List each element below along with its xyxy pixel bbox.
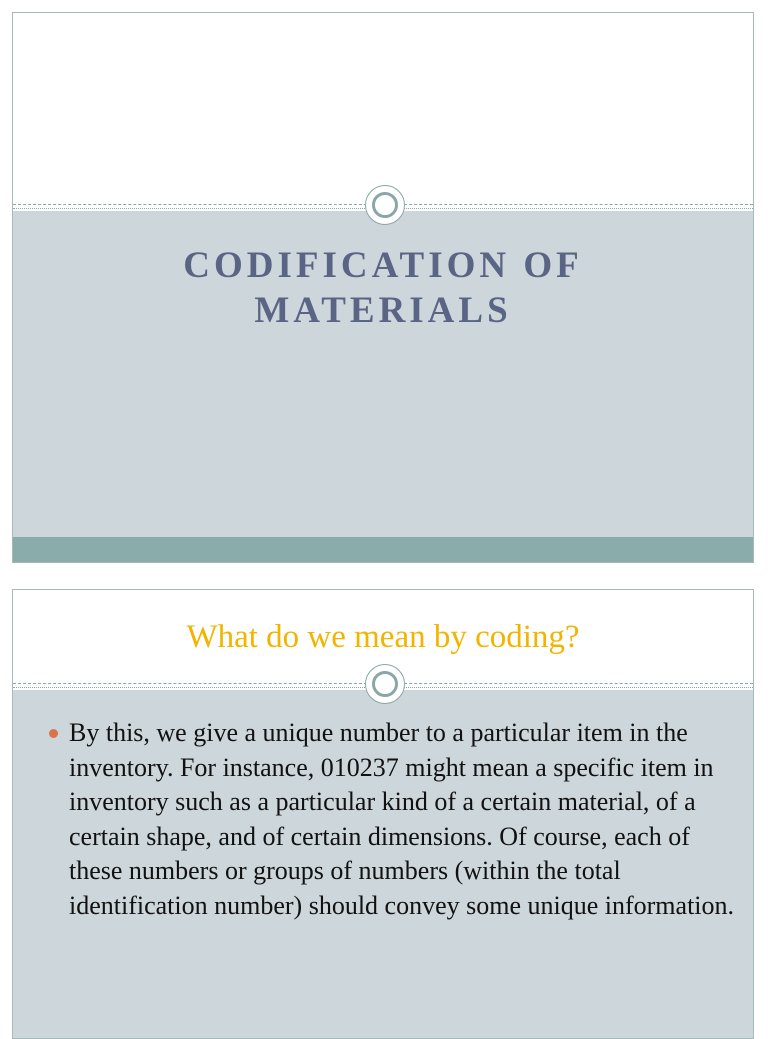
content-slide	[12, 589, 754, 1039]
bullet-list	[45, 716, 735, 923]
circle-ornament-icon	[365, 185, 405, 225]
slide-title-line-2: MATERIALS	[254, 290, 512, 331]
title-slide	[12, 12, 754, 563]
slide-title-line-1: CODIFICATION OF	[183, 245, 583, 286]
slide-header-area	[13, 13, 753, 205]
slide-heading: What do we mean by coding?	[186, 619, 580, 655]
footer-band	[13, 537, 753, 563]
bullet-dot-icon	[49, 729, 58, 738]
list-item	[45, 716, 735, 923]
circle-ornament-icon	[365, 664, 405, 704]
bullet-text: By this, we give a unique number to a particular item in the inventory. For instance, 010237 might mean a specific item in inventory such as a particular kind of a certain material, of a certain shape, and of certain dimensions. Of course, each of these numbers or groups of numbers (within the total identification number) should convey some unique information.	[69, 718, 735, 920]
